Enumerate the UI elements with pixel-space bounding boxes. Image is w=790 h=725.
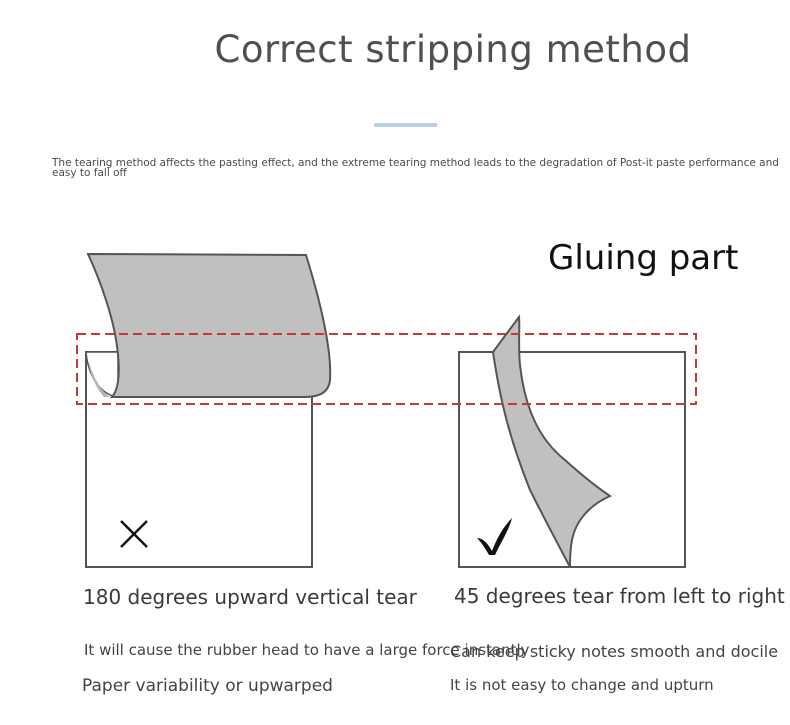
wrong-peeled-page — [88, 254, 330, 397]
intro-text: The tearing method affects the pasting effect, and the extreme tearing method leads to the degradation of Post-it paste performance and easy to fall off — [52, 157, 779, 179]
gluing-part-label: Gluing part — [548, 238, 739, 278]
wrong-note-2: Paper variability or upwarped — [82, 676, 333, 696]
right-caption: 45 degrees tear from left to right — [454, 584, 785, 608]
wrong-caption: 180 degrees upward vertical tear — [83, 585, 417, 609]
page-title: Correct stripping method — [214, 28, 692, 71]
wrong-note-1: It will cause the rubber head to have a large force instantly — [84, 641, 530, 659]
right-method-illustration — [459, 317, 685, 567]
right-note-2: It is not easy to change and upturn — [450, 676, 714, 694]
right-note-1: Can keep sticky notes smooth and docile — [450, 642, 779, 661]
wrong-method-illustration — [86, 254, 330, 567]
